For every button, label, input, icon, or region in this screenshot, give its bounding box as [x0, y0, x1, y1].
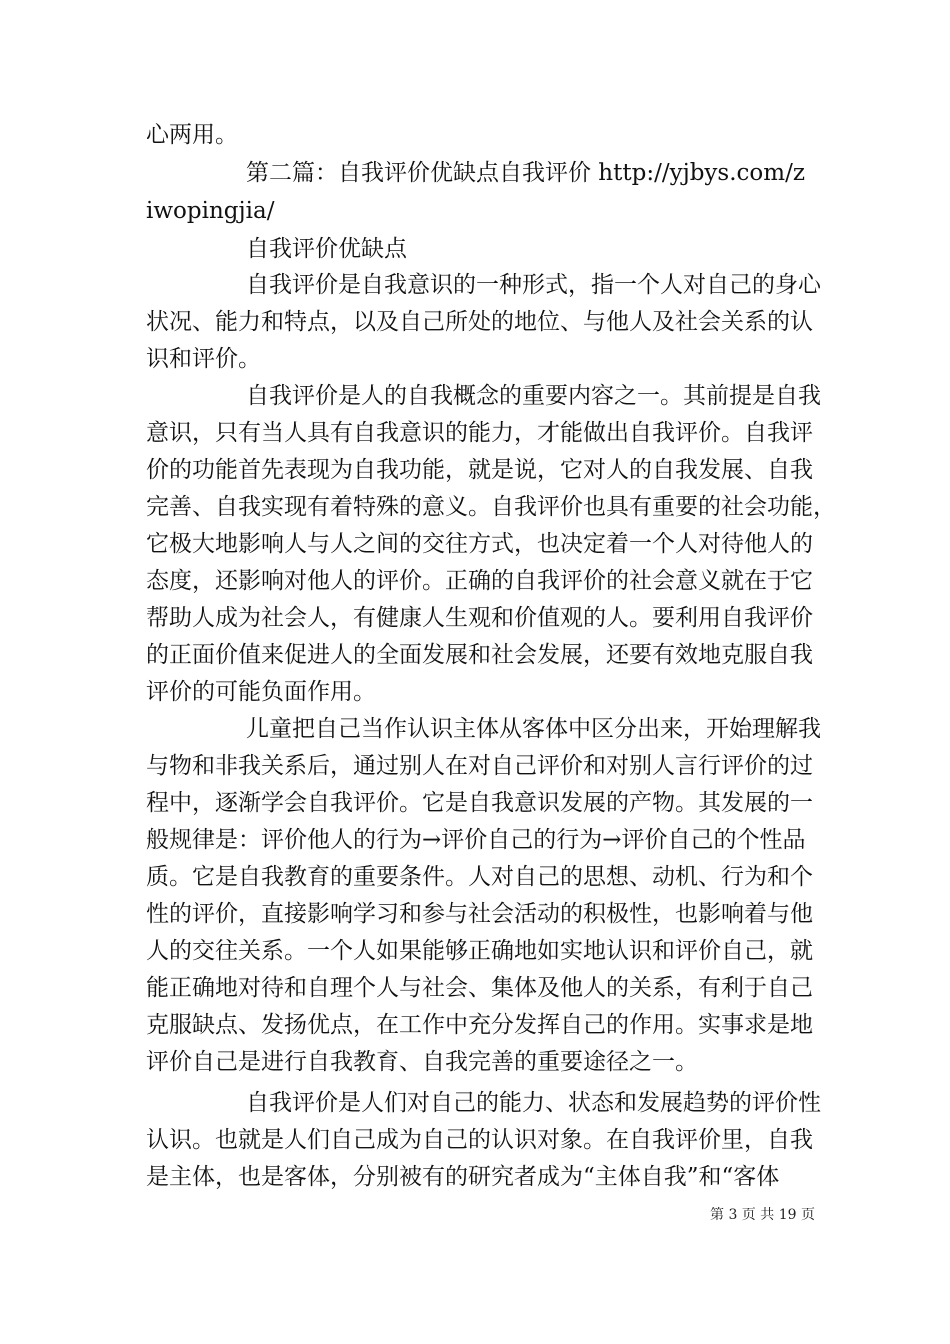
text-line: 意识，只有当人具有自我意识的能力，才能做出自我评价。自我评 — [146, 420, 813, 446]
text-line: 帮助人成为社会人，有健康人生观和价值观的人。要利用自我评价 — [146, 605, 813, 631]
text-line: 儿童把自己当作认识主体从客体中区分出来，开始理解我 — [246, 716, 821, 742]
text-line: 价的功能首先表现为自我功能，就是说，它对人的自我发展、自我 — [146, 457, 813, 483]
text-line: 心两用。 — [146, 122, 238, 148]
text-line: 它极大地影响人与人之间的交往方式，也决定着一个人对待他人的 — [146, 531, 813, 557]
text-line: 质。它是自我教育的重要条件。人对自己的思想、动机、行为和个 — [146, 864, 813, 890]
text-line: 般规律是：评价他人的行为→评价自己的行为→评价自己的个性品 — [146, 827, 806, 853]
text-line: 与物和非我关系后，通过别人在对自己评价和对别人言行评价的过 — [146, 753, 813, 779]
text-line: 评价自己是进行自我教育、自我完善的重要途径之一。 — [146, 1049, 698, 1075]
text-line: 认识。也就是人们自己成为自己的认识对象。在自我评价里，自我 — [146, 1127, 813, 1153]
section-heading-line: iwopingjia/ — [146, 198, 275, 224]
text-line: 能正确地对待和自理个人与社会、集体及他人的关系，有利于自己 — [146, 975, 813, 1001]
text-line: 性的评价，直接影响学习和参与社会活动的积极性，也影响着与他 — [146, 901, 813, 927]
subheading: 自我评价优缺点 — [246, 236, 407, 262]
text-line: 自我评价是人们对自己的能力、状态和发展趋势的评价性 — [246, 1090, 821, 1116]
text-line: 识和评价。 — [146, 346, 261, 372]
section-heading-line: 第二篇：自我评价优缺点自我评价 http://yjbys.com/z — [246, 160, 805, 186]
text-line: 克服缺点、发扬优点，在工作中充分发挥自己的作用。实事求是地 — [146, 1012, 813, 1038]
text-line: 态度，还影响对他人的评价。正确的自我评价的社会意义就在于它 — [146, 568, 813, 594]
text-line: 自我评价是自我意识的一种形式，指一个人对自己的身心 — [246, 272, 821, 298]
text-line: 状况、能力和特点，以及自己所处的地位、与他人及社会关系的认 — [146, 309, 813, 335]
text-line: 评价的可能负面作用。 — [146, 679, 376, 705]
text-line: 程中，逐渐学会自我评价。它是自我意识发展的产物。其发展的一 — [146, 790, 813, 816]
text-line: 的正面价值来促进人的全面发展和社会发展，还要有效地克服自我 — [146, 642, 813, 668]
page-number-footer: 第 3 页 共 19 页 — [710, 1207, 815, 1223]
text-line: 是主体，也是客体，分别被有的研究者成为“主体自我”和“客体 — [146, 1164, 780, 1190]
text-line: 自我评价是人的自我概念的重要内容之一。其前提是自我 — [246, 383, 821, 409]
text-line: 人的交往关系。一个人如果能够正确地如实地认识和评价自己，就 — [146, 938, 813, 964]
text-line: 完善、自我实现有着特殊的意义。自我评价也具有重要的社会功能， — [146, 494, 836, 520]
